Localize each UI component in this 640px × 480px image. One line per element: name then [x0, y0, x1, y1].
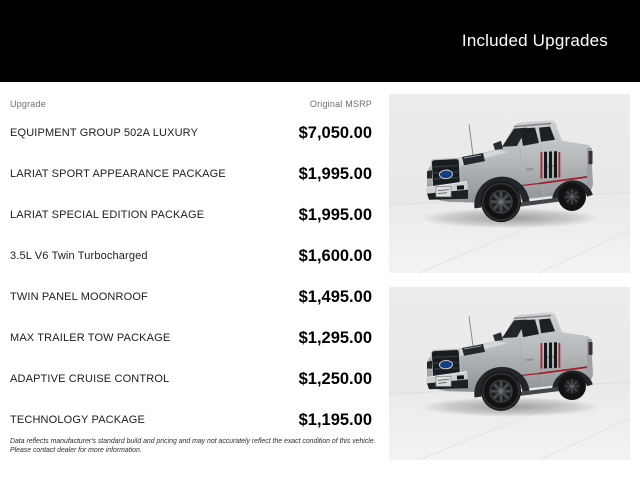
table-row: [0, 236, 388, 277]
upgrade-name: LARIAT SPORT APPEARANCE PACKAGE: [10, 168, 226, 181]
upgrade-name: MAX TRAILER TOW PACKAGE: [10, 332, 171, 345]
disclaimer-line-2: Please contact dealer for more information.: [10, 446, 142, 454]
upgrade-price: $1,495.00: [298, 288, 372, 306]
table-header-row: [0, 82, 388, 109]
table-row: [0, 195, 388, 236]
table-row: [0, 400, 388, 441]
vehicle-photo-top: [389, 94, 630, 273]
page-title: Included Upgrades: [461, 31, 608, 50]
upgrade-name: TWIN PANEL MOONROOF: [10, 291, 148, 304]
table-body: [0, 113, 388, 441]
upgrade-price: $1,195.00: [298, 411, 372, 429]
upgrade-price: $1,995.00: [298, 206, 372, 224]
upgrade-price: $1,600.00: [298, 247, 372, 265]
column-header-upgrade: Upgrade: [10, 99, 46, 109]
truck-illustration: [389, 94, 630, 273]
vehicle-photo-bottom: [389, 287, 630, 460]
upgrade-name: EQUIPMENT GROUP 502A LUXURY: [10, 127, 199, 140]
truck-illustration: [389, 287, 630, 460]
table-row: [0, 277, 388, 318]
disclaimer-line-1: Data reflects manufacturer's standard build and pricing and may not accurately reflect the exact condition of this vehicle.: [10, 438, 376, 445]
upgrade-price: $1,250.00: [298, 370, 372, 388]
table-row: [0, 113, 388, 154]
column-header-msrp: Original MSRP: [309, 99, 372, 109]
upgrade-name: 3.5L V6 Twin Turbocharged: [10, 250, 148, 263]
disclaimer-text: [10, 438, 378, 455]
upgrade-price: $7,050.00: [298, 124, 372, 142]
upgrade-price: $1,295.00: [298, 329, 372, 347]
table-row: [0, 359, 388, 400]
table-row: [0, 318, 388, 359]
upgrade-name: LARIAT SPECIAL EDITION PACKAGE: [10, 209, 205, 222]
table-row: [0, 154, 388, 195]
upgrade-price: $1,995.00: [298, 165, 372, 183]
header-bar: [0, 0, 640, 82]
upgrade-name: ADAPTIVE CRUISE CONTROL: [10, 373, 170, 386]
upgrades-table: [0, 82, 388, 441]
upgrade-name: TECHNOLOGY PACKAGE: [10, 414, 145, 427]
